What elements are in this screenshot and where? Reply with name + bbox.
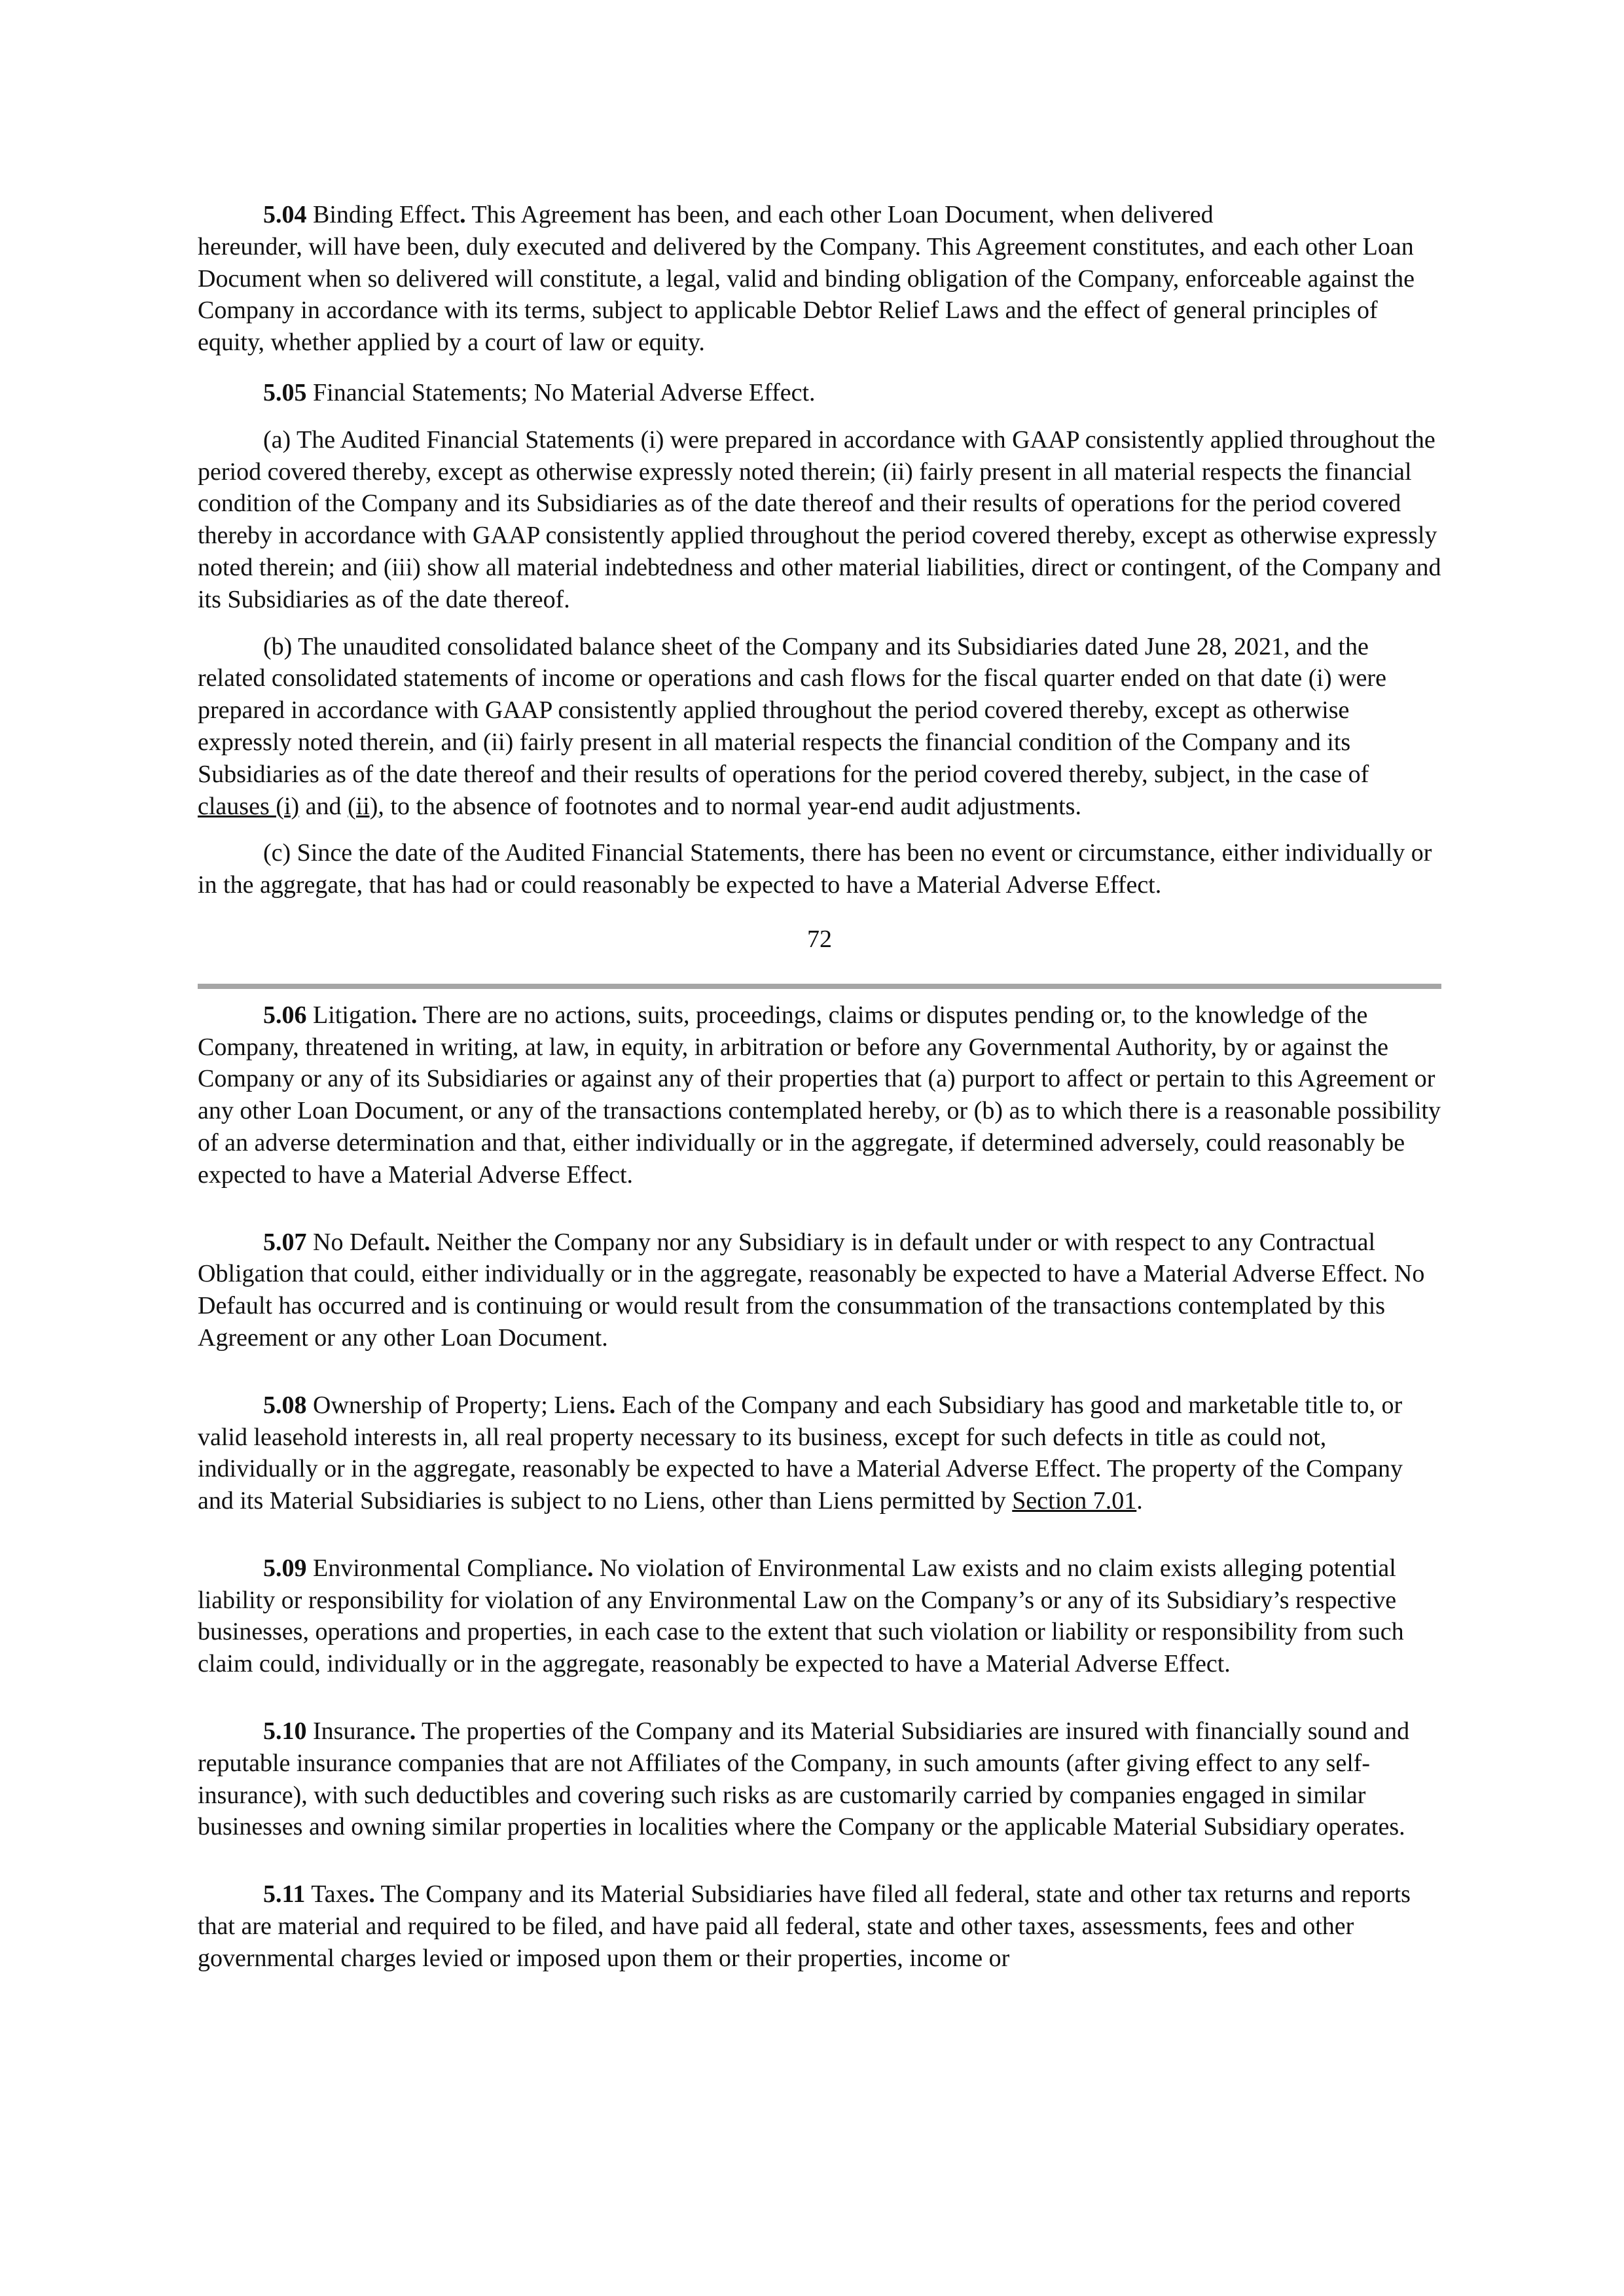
heading-period: . bbox=[369, 1880, 375, 1909]
section-heading: Taxes bbox=[305, 1880, 369, 1909]
section-number: 5.07 bbox=[263, 1228, 307, 1256]
heading-period: . bbox=[410, 1001, 418, 1029]
document-page bbox=[198, 199, 1441, 1975]
section-5-10 bbox=[198, 1715, 1441, 1843]
clause-reference: (ii) bbox=[347, 792, 378, 820]
heading-period: . bbox=[460, 201, 466, 228]
section-reference: Section 7.01 bbox=[1012, 1487, 1137, 1515]
page-divider bbox=[198, 984, 1441, 989]
section-5-05 bbox=[198, 377, 1441, 409]
section-text: Each of the Company and each Subsidiary has good and marketable title to, or valid leasehold interests in, all real property necessary to its business, except for such defects in title as could not, individually or in the aggregate, reasonably be expected to have a Material Adverse Effect. The property of the Company and its Material Subsidiaries is subject to no Liens, other than Liens permitted by bbox=[198, 1391, 1403, 1515]
heading-period: . bbox=[609, 1391, 616, 1419]
section-heading: Financial Statements; No Material Adverse Effect. bbox=[306, 378, 816, 406]
section-heading: Insurance bbox=[306, 1717, 410, 1746]
section-number: 5.11 bbox=[263, 1880, 306, 1909]
section-heading: Binding Effect bbox=[306, 201, 460, 228]
section-number: 5.06 bbox=[263, 1001, 307, 1029]
section-number: 5.05 bbox=[263, 378, 307, 406]
section-text: Neither the Company nor any Subsidiary is in default under or with respect to any Contractual Obligation that could, either individually or in the aggregate, reasonably be expected to have a Material Adverse Effect. No Default has occurred and is continuing or would result from the consummation of the transactions contemplated by this Agreement or any other Loan Document. bbox=[198, 1228, 1425, 1352]
section-number: 5.08 bbox=[263, 1391, 307, 1419]
section-text: There are no actions, suits, proceedings, claims or disputes pending or, to the knowledge of the Company, threatened in writing, at law, in equity, in arbitration or before any Governmental Authority, by or against the Company or any of its Subsidiaries or against any of their properties that (a) purport to affect or pertain to this Agreement or any other Loan Document, or any of the transactions contemplated hereby, or (b) as to which there is a reasonable possibility of an adverse determination and that, either individually or in the aggregate, if determined adversely, could reasonably be expected to have a Material Adverse Effect. bbox=[198, 1001, 1441, 1189]
section-heading: Ownership of Property; Liens bbox=[306, 1391, 609, 1419]
clause-a: (a) The Audited Financial Statements (i) were prepared in accordance with GAAP consistently applied throughout the period covered thereby, except as otherwise expressly noted therein; (ii) fairly present in all material respects the financial condition of the Company and its Subsidiaries as of the date thereof and their results of operations for the period covered thereby in accordance with GAAP consistently applied throughout the period covered thereby, except as otherwise expressly noted therein; and (iii) show all material indebtedness and other material liabilities, direct or contingent, of the Company and its Subsidiaries as of the date thereof. bbox=[198, 425, 1441, 613]
section-text: This Agreement has been, and each other Loan Document, when delivered bbox=[465, 201, 1214, 228]
page-number: 72 bbox=[807, 925, 832, 953]
heading-period: . bbox=[586, 1554, 594, 1582]
clause-text: , to the absence of footnotes and to normal year-end audit adjustments. bbox=[378, 792, 1081, 820]
section-5-07 bbox=[198, 1227, 1441, 1354]
section-number: 5.09 bbox=[263, 1554, 307, 1582]
section-5-11 bbox=[198, 1878, 1441, 1974]
section-text-continued: hereunder, will have been, duly executed and delivered by the Company. This Agreement constitutes, and each other Loan Document when so delivered will constitute, a legal, valid and binding obligation of the Company, enforceable against the Company in accordance with its terms, subject to applicable Debtor Relief Laws and the effect of general principles of equity, whether applied by a court of law or equity. bbox=[198, 232, 1415, 357]
clause-c: (c) Since the date of the Audited Financial Statements, there has been no event or circumstance, either individually or in the aggregate, that has had or could reasonably be expected to have a Material Adverse Effect. bbox=[198, 839, 1432, 899]
section-heading: Environmental Compliance bbox=[306, 1554, 587, 1582]
heading-period: . bbox=[424, 1228, 431, 1256]
clause-b bbox=[198, 631, 1441, 823]
clause-text: (b) The unaudited consolidated balance sheet of the Company and its Subsidiaries dated June 28, 2021, and the related consolidated statements of income or operations and cash flows for the fiscal quarter ended on that date (i) were prepared in accordance with GAAP consistently applied throughout the period covered thereby, except as otherwise expressly noted therein, and (ii) fairly present in all material respects the financial condition of the Company and its Subsidiaries as of the date thereof and their results of operations for the period covered thereby, subject, in the case of bbox=[198, 632, 1386, 788]
section-text: No violation of Environmental Law exists and no claim exists alleging potential liability or responsibility for violation of any Environmental Law on the Company’s or any of its Subsidiary’s respective businesses, operations and properties, in each case to the extent that such violation or liability or responsibility from such claim could, individually or in the aggregate, reasonably be expected to have a Material Adverse Effect. bbox=[198, 1554, 1404, 1678]
section-heading: No Default bbox=[306, 1228, 424, 1256]
clause-reference: clauses (i) bbox=[198, 792, 300, 820]
section-5-06 bbox=[198, 999, 1441, 1191]
section-number: 5.04 bbox=[263, 201, 307, 228]
heading-period: . bbox=[409, 1717, 416, 1746]
section-text: The properties of the Company and its Material Subsidiaries are insured with financially sound and reputable insurance companies that are not Affiliates of the Company, in such amounts (after giving effect to any self-insurance), with such deductibles and covering such risks as are customarily carried by companies engaged in similar businesses and owning similar properties in localities where the Company or the applicable Material Subsidiary operates. bbox=[198, 1717, 1410, 1841]
section-number: 5.10 bbox=[263, 1717, 307, 1746]
section-5-04 bbox=[198, 199, 1441, 359]
section-5-09 bbox=[198, 1552, 1441, 1680]
section-5-08 bbox=[198, 1390, 1441, 1517]
section-text: The Company and its Material Subsidiaries have filed all federal, state and other tax returns and reports that are material and required to be filed, and have paid all federal, state and other taxes, assessments, fees and other governmental charges levied or imposed upon them or their properties, income or bbox=[198, 1880, 1411, 1972]
clause-text: and bbox=[299, 792, 348, 820]
section-text-end: . bbox=[1136, 1487, 1143, 1515]
section-heading: Litigation bbox=[306, 1001, 411, 1029]
